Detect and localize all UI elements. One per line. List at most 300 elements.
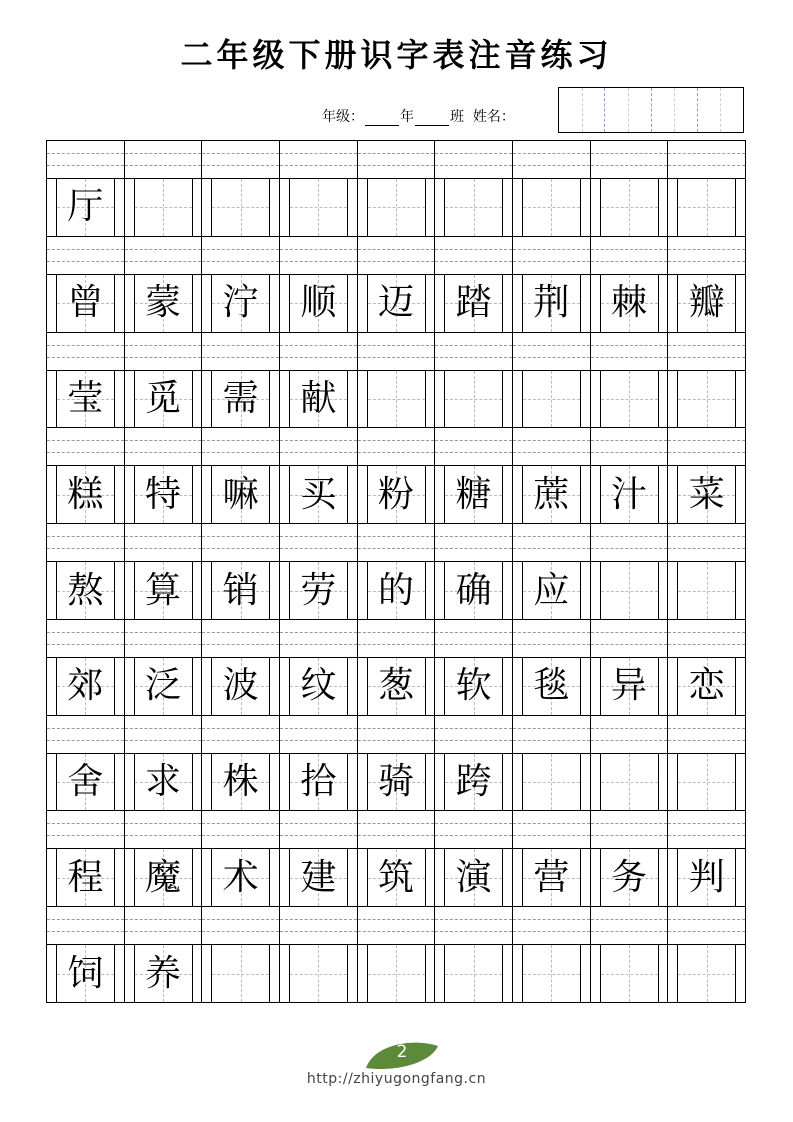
character-cell	[434, 179, 512, 236]
pinyin-writing-cell[interactable]	[357, 428, 435, 465]
hanzi-character: 菜	[688, 473, 725, 515]
pinyin-writing-cell[interactable]	[667, 620, 746, 657]
tianzige-box	[600, 849, 659, 906]
hanzi-character: 营	[533, 856, 570, 898]
tianzige-box	[211, 275, 270, 332]
character-cell	[46, 562, 124, 619]
character-cell	[46, 179, 124, 236]
pinyin-row	[46, 619, 746, 657]
pinyin-writing-cell[interactable]	[46, 811, 124, 848]
tianzige-box	[677, 754, 736, 811]
character-row	[46, 178, 746, 236]
character-cell	[279, 754, 357, 811]
name-slot[interactable]	[651, 88, 697, 132]
character-cell	[46, 658, 124, 715]
hanzi-character: 波	[222, 665, 259, 707]
tianzige-box	[522, 466, 581, 523]
character-cell	[279, 945, 357, 1002]
pinyin-writing-cell[interactable]	[279, 907, 357, 944]
pinyin-writing-cell[interactable]	[357, 524, 435, 561]
name-label: 姓名：	[472, 109, 515, 125]
hanzi-character: 骑	[378, 761, 415, 803]
pinyin-writing-cell[interactable]	[357, 811, 435, 848]
practice-unit	[46, 236, 746, 332]
tianzige-box	[56, 371, 115, 428]
hanzi-character: 恋	[688, 665, 725, 707]
character-cell	[279, 658, 357, 715]
practice-unit	[46, 523, 746, 619]
pinyin-row	[46, 427, 746, 465]
character-cell	[667, 754, 746, 811]
character-cell	[434, 562, 512, 619]
hanzi-character: 跨	[455, 761, 492, 803]
pinyin-writing-cell[interactable]	[590, 716, 668, 753]
hanzi-character: 粉	[378, 473, 415, 515]
page-number: 2	[396, 1042, 408, 1062]
pinyin-writing-cell[interactable]	[357, 141, 435, 178]
hanzi-character: 郊	[67, 665, 104, 707]
character-cell	[124, 562, 202, 619]
tianzige-box	[211, 945, 270, 1002]
character-row	[46, 561, 746, 619]
tianzige-box	[134, 658, 193, 715]
character-cell	[590, 562, 668, 619]
hanzi-character: 判	[688, 856, 725, 898]
character-cell	[46, 466, 124, 523]
pinyin-writing-cell[interactable]	[279, 141, 357, 178]
tianzige-box	[444, 275, 503, 332]
character-cell	[512, 658, 590, 715]
pinyin-writing-cell[interactable]	[590, 428, 668, 465]
pinyin-writing-cell[interactable]	[434, 141, 512, 178]
character-cell	[590, 371, 668, 428]
pinyin-writing-cell[interactable]	[124, 907, 202, 944]
hanzi-character: 劳	[300, 569, 337, 611]
pinyin-writing-cell[interactable]	[279, 716, 357, 753]
tianzige-box	[289, 754, 348, 811]
character-cell	[667, 179, 746, 236]
pinyin-writing-cell[interactable]	[512, 524, 590, 561]
character-cell	[357, 371, 435, 428]
pinyin-writing-cell[interactable]	[124, 620, 202, 657]
character-cell	[46, 371, 124, 428]
pinyin-writing-cell[interactable]	[512, 811, 590, 848]
pinyin-writing-cell[interactable]	[434, 716, 512, 753]
character-cell	[201, 945, 279, 1002]
character-cell	[667, 945, 746, 1002]
pinyin-writing-cell[interactable]	[434, 237, 512, 274]
pinyin-writing-cell[interactable]	[46, 620, 124, 657]
tianzige-box	[367, 275, 426, 332]
tianzige-box	[444, 945, 503, 1002]
hanzi-character: 销	[222, 569, 259, 611]
character-cell	[201, 754, 279, 811]
hanzi-character: 糕	[67, 473, 104, 515]
pinyin-writing-cell[interactable]	[434, 811, 512, 848]
tianzige-box	[211, 466, 270, 523]
character-cell	[201, 849, 279, 906]
hanzi-character: 顺	[300, 282, 337, 324]
pinyin-writing-cell[interactable]	[201, 141, 279, 178]
character-cell	[124, 179, 202, 236]
hanzi-character: 棘	[611, 282, 648, 324]
pinyin-writing-cell[interactable]	[512, 907, 590, 944]
name-slot[interactable]	[697, 88, 743, 132]
pinyin-writing-cell[interactable]	[357, 716, 435, 753]
hanzi-character: 拾	[300, 761, 337, 803]
pinyin-writing-cell[interactable]	[124, 524, 202, 561]
character-cell	[124, 945, 202, 1002]
hanzi-character: 献	[300, 377, 337, 419]
tianzige-box	[289, 849, 348, 906]
name-slot[interactable]	[604, 88, 650, 132]
hanzi-character: 需	[222, 377, 259, 419]
pinyin-writing-cell[interactable]	[357, 620, 435, 657]
hanzi-character: 汁	[611, 473, 648, 515]
hanzi-character: 葱	[378, 665, 415, 707]
character-cell	[667, 466, 746, 523]
character-cell	[201, 275, 279, 332]
tianzige-box	[134, 562, 193, 619]
hanzi-character: 魔	[144, 856, 181, 898]
character-cell	[590, 754, 668, 811]
character-cell	[201, 466, 279, 523]
practice-unit	[46, 619, 746, 715]
pinyin-writing-cell[interactable]	[201, 237, 279, 274]
character-cell	[512, 945, 590, 1002]
pinyin-writing-cell[interactable]	[512, 237, 590, 274]
tianzige-box	[677, 179, 736, 236]
character-cell	[357, 179, 435, 236]
hanzi-character: 务	[611, 856, 648, 898]
pinyin-writing-cell[interactable]	[357, 907, 435, 944]
tianzige-box	[677, 466, 736, 523]
character-cell	[512, 849, 590, 906]
character-cell	[124, 371, 202, 428]
pinyin-writing-cell[interactable]	[667, 524, 746, 561]
pinyin-row	[46, 140, 746, 178]
character-row	[46, 753, 746, 811]
pinyin-writing-cell[interactable]	[667, 141, 746, 178]
pinyin-writing-cell[interactable]	[279, 524, 357, 561]
hanzi-character: 算	[144, 569, 181, 611]
character-cell	[124, 754, 202, 811]
pinyin-writing-cell[interactable]	[357, 333, 435, 370]
class-blank[interactable]	[415, 111, 449, 126]
pinyin-writing-cell[interactable]	[590, 620, 668, 657]
class-label: 班	[450, 109, 464, 125]
page-title: 二年级下册识字表注音练习	[180, 36, 613, 74]
character-cell	[201, 179, 279, 236]
hanzi-character: 觅	[144, 377, 181, 419]
pinyin-writing-cell[interactable]	[279, 333, 357, 370]
tianzige-box	[211, 658, 270, 715]
pinyin-writing-cell[interactable]	[46, 907, 124, 944]
tianzige-box	[600, 754, 659, 811]
pinyin-writing-cell[interactable]	[201, 620, 279, 657]
tianzige-box	[56, 562, 115, 619]
tianzige-box	[289, 945, 348, 1002]
character-cell	[124, 466, 202, 523]
tianzige-box	[56, 179, 115, 236]
practice-unit	[46, 810, 746, 906]
character-cell	[434, 371, 512, 428]
pinyin-writing-cell[interactable]	[279, 428, 357, 465]
tianzige-box	[522, 179, 581, 236]
pinyin-writing-cell[interactable]	[590, 907, 668, 944]
tianzige-box	[367, 658, 426, 715]
tianzige-box	[367, 179, 426, 236]
pinyin-writing-cell[interactable]	[46, 237, 124, 274]
hanzi-character: 程	[67, 856, 104, 898]
pinyin-writing-cell[interactable]	[279, 237, 357, 274]
hanzi-character: 的	[378, 569, 415, 611]
pinyin-writing-cell[interactable]	[512, 428, 590, 465]
character-cell	[667, 658, 746, 715]
character-cell	[46, 754, 124, 811]
tianzige-box	[289, 658, 348, 715]
tianzige-box	[289, 562, 348, 619]
tianzige-box	[367, 945, 426, 1002]
pinyin-writing-cell[interactable]	[201, 716, 279, 753]
pinyin-writing-cell[interactable]	[201, 428, 279, 465]
hanzi-character: 熬	[67, 569, 104, 611]
pinyin-writing-cell[interactable]	[512, 620, 590, 657]
pinyin-writing-cell[interactable]	[590, 141, 668, 178]
tianzige-box	[367, 562, 426, 619]
hanzi-character: 曾	[67, 282, 104, 324]
tianzige-box	[522, 658, 581, 715]
character-cell	[279, 849, 357, 906]
tianzige-box	[289, 466, 348, 523]
hanzi-character: 糖	[455, 473, 492, 515]
pinyin-writing-cell[interactable]	[124, 237, 202, 274]
pinyin-writing-cell[interactable]	[46, 333, 124, 370]
tianzige-box	[444, 371, 503, 428]
pinyin-writing-cell[interactable]	[124, 141, 202, 178]
character-cell	[46, 849, 124, 906]
character-cell	[201, 658, 279, 715]
hanzi-character: 泞	[222, 282, 259, 324]
character-cell	[512, 179, 590, 236]
character-row	[46, 657, 746, 715]
pinyin-writing-cell[interactable]	[667, 716, 746, 753]
character-cell	[590, 466, 668, 523]
pinyin-writing-cell[interactable]	[46, 428, 124, 465]
tianzige-box	[600, 466, 659, 523]
tianzige-box	[134, 466, 193, 523]
pinyin-writing-cell[interactable]	[357, 237, 435, 274]
character-row	[46, 465, 746, 523]
pinyin-writing-cell[interactable]	[279, 620, 357, 657]
hanzi-character: 确	[455, 569, 492, 611]
hanzi-character: 建	[300, 856, 337, 898]
tianzige-box	[289, 179, 348, 236]
hanzi-character: 蔗	[533, 473, 570, 515]
pinyin-writing-cell[interactable]	[590, 237, 668, 274]
pinyin-writing-cell[interactable]	[46, 524, 124, 561]
pinyin-writing-cell[interactable]	[201, 524, 279, 561]
site-url[interactable]: http://zhiyugongfang.cn	[306, 1071, 487, 1087]
tianzige-box	[600, 371, 659, 428]
character-cell	[512, 275, 590, 332]
tianzige-box	[522, 562, 581, 619]
pinyin-writing-cell[interactable]	[279, 811, 357, 848]
character-cell	[279, 179, 357, 236]
tianzige-box	[600, 562, 659, 619]
tianzige-box	[522, 945, 581, 1002]
character-cell	[357, 562, 435, 619]
pinyin-writing-cell[interactable]	[46, 716, 124, 753]
tianzige-box	[211, 754, 270, 811]
tianzige-box	[600, 275, 659, 332]
hanzi-character: 异	[611, 665, 648, 707]
hanzi-character: 瓣	[688, 282, 725, 324]
practice-unit	[46, 427, 746, 523]
character-cell	[357, 658, 435, 715]
tianzige-box	[289, 371, 348, 428]
tianzige-box	[134, 945, 193, 1002]
tianzige-box	[444, 466, 503, 523]
pinyin-row	[46, 236, 746, 274]
pinyin-writing-cell[interactable]	[590, 524, 668, 561]
tianzige-box	[211, 562, 270, 619]
pinyin-writing-cell[interactable]	[667, 811, 746, 848]
character-row	[46, 944, 746, 1002]
tianzige-box	[600, 945, 659, 1002]
character-cell	[512, 754, 590, 811]
hanzi-character: 莹	[67, 377, 104, 419]
practice-unit	[46, 715, 746, 811]
student-info	[322, 106, 515, 126]
character-cell	[357, 945, 435, 1002]
character-cell	[201, 562, 279, 619]
character-cell	[201, 371, 279, 428]
character-cell	[434, 754, 512, 811]
tianzige-box	[522, 371, 581, 428]
tianzige-box	[367, 754, 426, 811]
pinyin-writing-cell[interactable]	[124, 716, 202, 753]
pinyin-writing-cell[interactable]	[434, 524, 512, 561]
tianzige-box	[56, 275, 115, 332]
pinyin-writing-cell[interactable]	[434, 620, 512, 657]
character-cell	[590, 849, 668, 906]
character-cell	[357, 466, 435, 523]
hanzi-character: 厅	[67, 186, 104, 228]
tianzige-box	[134, 371, 193, 428]
tianzige-box	[56, 754, 115, 811]
character-cell	[667, 371, 746, 428]
tianzige-box	[677, 371, 736, 428]
hanzi-character: 筑	[378, 856, 415, 898]
pinyin-writing-cell[interactable]	[434, 428, 512, 465]
tianzige-box	[677, 658, 736, 715]
hanzi-character: 买	[300, 473, 337, 515]
hanzi-character: 荆	[533, 282, 570, 324]
pinyin-writing-cell[interactable]	[124, 811, 202, 848]
pinyin-writing-cell[interactable]	[590, 333, 668, 370]
hanzi-character: 毯	[533, 665, 570, 707]
pinyin-writing-cell[interactable]	[434, 333, 512, 370]
tianzige-box	[444, 658, 503, 715]
pinyin-writing-cell[interactable]	[667, 428, 746, 465]
character-cell	[667, 275, 746, 332]
hanzi-character: 演	[455, 856, 492, 898]
pinyin-writing-cell[interactable]	[512, 141, 590, 178]
tianzige-box	[289, 275, 348, 332]
character-cell	[124, 275, 202, 332]
tianzige-box	[134, 275, 193, 332]
pinyin-writing-cell[interactable]	[512, 333, 590, 370]
grade-blank[interactable]	[365, 111, 399, 126]
character-cell	[667, 849, 746, 906]
pinyin-writing-cell[interactable]	[434, 907, 512, 944]
tianzige-box	[367, 466, 426, 523]
character-cell	[279, 562, 357, 619]
character-cell	[46, 945, 124, 1002]
tianzige-box	[134, 179, 193, 236]
character-row	[46, 848, 746, 906]
character-cell	[590, 658, 668, 715]
name-writing-box[interactable]	[558, 87, 744, 133]
character-cell	[279, 466, 357, 523]
year-label: 年	[400, 109, 414, 125]
pinyin-writing-cell[interactable]	[201, 811, 279, 848]
tianzige-box	[211, 849, 270, 906]
pinyin-writing-cell[interactable]	[124, 333, 202, 370]
pinyin-writing-cell[interactable]	[46, 141, 124, 178]
character-cell	[590, 275, 668, 332]
tianzige-box	[56, 658, 115, 715]
character-cell	[279, 371, 357, 428]
practice-unit	[46, 332, 746, 428]
character-cell	[434, 849, 512, 906]
pinyin-writing-cell[interactable]	[201, 907, 279, 944]
hanzi-character: 嘛	[222, 473, 259, 515]
pinyin-row	[46, 523, 746, 561]
tianzige-box	[600, 658, 659, 715]
character-cell	[434, 945, 512, 1002]
hanzi-character: 纹	[300, 665, 337, 707]
character-cell	[512, 562, 590, 619]
tianzige-box	[367, 849, 426, 906]
character-cell	[512, 371, 590, 428]
tianzige-box	[211, 179, 270, 236]
character-cell	[46, 275, 124, 332]
pinyin-writing-cell[interactable]	[124, 428, 202, 465]
pinyin-writing-cell[interactable]	[201, 333, 279, 370]
practice-unit	[46, 140, 746, 236]
pinyin-writing-cell[interactable]	[667, 237, 746, 274]
tianzige-box	[444, 849, 503, 906]
hanzi-character: 蒙	[144, 282, 181, 324]
pinyin-writing-cell[interactable]	[512, 716, 590, 753]
tianzige-box	[444, 179, 503, 236]
pinyin-writing-cell[interactable]	[667, 907, 746, 944]
tianzige-box	[134, 754, 193, 811]
pinyin-writing-cell[interactable]	[667, 333, 746, 370]
character-cell	[434, 658, 512, 715]
tianzige-box	[522, 275, 581, 332]
hanzi-character: 泛	[144, 665, 181, 707]
pinyin-writing-cell[interactable]	[590, 811, 668, 848]
character-cell	[357, 275, 435, 332]
tianzige-box	[444, 562, 503, 619]
character-cell	[124, 658, 202, 715]
tianzige-box	[522, 754, 581, 811]
name-slot[interactable]	[559, 88, 604, 132]
pinyin-row	[46, 715, 746, 753]
